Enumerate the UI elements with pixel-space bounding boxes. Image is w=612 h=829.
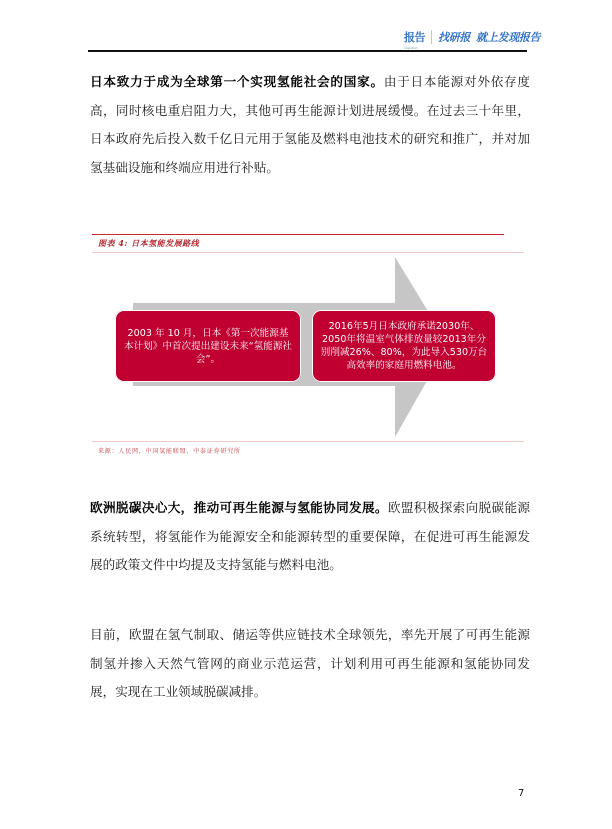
roadmap-box-2003 bbox=[115, 310, 301, 382]
slogan-part-1: 找研报 bbox=[438, 31, 471, 44]
paragraph-eu-supply-chain bbox=[90, 621, 530, 707]
roadmap-box-2016 bbox=[312, 310, 496, 382]
paragraph-lead: 欧洲脱碳决心大，推动可再生能源与氢能协同发展。 bbox=[90, 500, 388, 515]
brand-logo-text: 报告 bbox=[404, 30, 425, 44]
roadmap-box-text: 2003 年 10 月，日本《第一次能源基本计划》中首次提出建设未来“氢能源社会”。 bbox=[123, 327, 293, 365]
paragraph-body: 目前，欧盟在氢气制取、储运等供应链技术全球领先，率先开展了可再生能源制氢并掺入天然气管网的商业示范运营，计划利用可再生能源和氢能协同发展，实现在工业领域脱碳减排。 bbox=[90, 627, 530, 699]
figure-bottom-rule bbox=[92, 441, 524, 442]
paragraph-lead: 日本致力于成为全球第一个实现氢能社会的国家。 bbox=[90, 74, 384, 89]
roadmap-box-text: 2016年5月日本政府承诺2030年、2050年将温室气体排放量较2013年分别削减26%、80%，为此导入530万台高效率的家庭用燃料电池。 bbox=[320, 321, 488, 371]
slogan-part-2: 就上发现报告 bbox=[476, 31, 541, 44]
brand-logo-subtext: mreport.com bbox=[404, 45, 418, 50]
page-number: 7 bbox=[518, 788, 525, 799]
paragraph-body: 由于日本能源对外依存度高，同时核电重启阻力大，其他可再生能源计划进展缓慢。在过去三十年里，日本政府先后投入数千亿日元用于氢能及燃料电池技术的研究和推广，并对加氢基础设施和终端应用进行补贴。 bbox=[90, 74, 531, 175]
figure-title: 图表 4: 日本氢能发展路线 bbox=[98, 238, 200, 248]
paragraph-europe bbox=[90, 494, 530, 580]
figure-source: 来源：人民网，中国氢能联盟，中泰证券研究所 bbox=[98, 448, 241, 455]
paragraph-body: 欧盟积极探索向脱碳能源系统转型，将氢能作为能源安全和能源转型的重要保障，在促进可再生能源发展的政策文件中均提及支持氢能与燃料电池。 bbox=[90, 500, 531, 572]
